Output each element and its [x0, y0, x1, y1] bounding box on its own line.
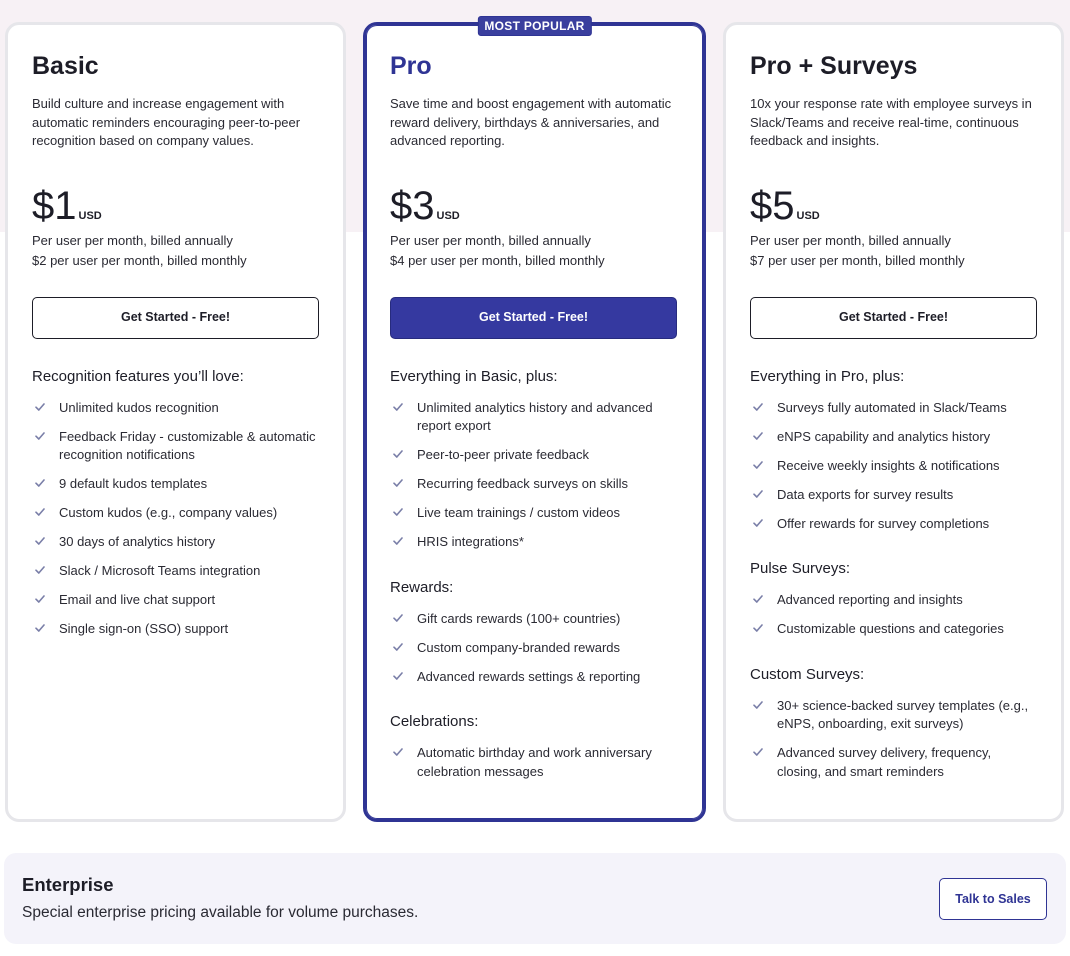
check-icon — [753, 489, 763, 499]
feature-text: Advanced rewards settings & reporting — [417, 668, 641, 684]
feature-item — [390, 639, 679, 658]
check-icon — [35, 402, 45, 412]
feature-text: Automatic birthday and work anniversary celebration messages — [417, 745, 652, 779]
billing-annual: Per user per month, billed annually — [32, 232, 233, 248]
check-icon — [393, 402, 403, 412]
feature-item — [390, 533, 679, 552]
check-icon — [393, 671, 403, 681]
feature-item — [750, 515, 1037, 534]
billing-monthly: $7 per user per month, billed monthly — [750, 252, 965, 268]
billing-annual: Per user per month, billed annually — [750, 232, 951, 248]
feature-item — [750, 697, 1037, 734]
section-title: Recognition features you’ll love: — [32, 367, 244, 385]
feature-list — [390, 399, 679, 552]
feature-text: Custom company-branded rewards — [417, 639, 621, 655]
feature-item — [32, 533, 319, 552]
feature-item — [750, 457, 1037, 476]
feature-text: Peer-to-peer private feedback — [417, 447, 589, 462]
feature-item — [32, 504, 319, 523]
feature-text: Single sign-on (SSO) support — [59, 621, 229, 636]
feature-item — [390, 475, 679, 494]
check-icon — [35, 623, 45, 633]
feature-item — [32, 620, 319, 639]
check-icon — [35, 565, 45, 575]
section-title: Celebrations: — [390, 713, 479, 730]
check-icon — [35, 594, 45, 604]
check-icon — [393, 536, 403, 546]
enterprise-description: Special enterprise pricing available for volume purchases. — [22, 904, 419, 921]
plan-card-pro-surveys — [723, 22, 1064, 822]
feature-list — [32, 399, 319, 639]
feature-text: Offer rewards for survey completions — [777, 515, 990, 531]
get-started-button[interactable]: Get Started - Free! — [32, 297, 319, 339]
billing-monthly: $2 per user per month, billed monthly — [32, 252, 247, 268]
feature-item — [32, 428, 319, 465]
feature-item — [750, 620, 1037, 639]
billing-monthly: $4 per user per month, billed monthly — [390, 252, 605, 268]
feature-text: Unlimited kudos recognition — [59, 399, 219, 415]
get-started-button[interactable]: Get Started - Free! — [750, 297, 1037, 339]
check-icon — [35, 431, 45, 441]
section-title: Custom Surveys: — [750, 665, 865, 683]
feature-text: Recurring feedback surveys on skills — [417, 476, 628, 491]
feature-text: 9 default kudos templates — [59, 476, 208, 491]
plan-card-basic — [5, 22, 346, 822]
check-icon — [393, 478, 403, 488]
plan-card-pro — [363, 19, 706, 822]
feature-item — [390, 446, 679, 465]
price: $1 — [32, 183, 77, 228]
feature-text: eNPS capability and analytics history — [777, 428, 991, 444]
check-icon — [753, 623, 763, 633]
check-icon — [753, 431, 763, 441]
feature-text: Live team trainings / custom videos — [417, 505, 621, 520]
feature-text: Surveys fully automated in Slack/Teams — [777, 399, 1007, 415]
feature-item — [390, 504, 679, 523]
feature-sections — [390, 367, 679, 782]
price: $5 — [750, 183, 795, 228]
feature-sections — [750, 367, 1037, 782]
feature-text: Advanced reporting and insights — [777, 592, 963, 607]
check-icon — [753, 747, 763, 757]
feature-item — [750, 399, 1037, 418]
feature-list — [750, 591, 1037, 639]
check-icon — [35, 536, 45, 546]
feature-item — [750, 744, 1037, 781]
feature-item — [390, 610, 679, 629]
feature-item — [390, 399, 679, 436]
feature-text: Gift cards rewards (100+ countries) — [417, 610, 621, 626]
feature-item — [750, 486, 1037, 505]
feature-item — [750, 428, 1037, 447]
plan-description: 10x your response rate with employee surveys in Slack/Teams and receive real-time, continuous feedback and insights. — [750, 96, 1032, 148]
feature-text: Slack / Microsoft Teams integration — [59, 563, 261, 578]
plan-name: Pro — [390, 52, 432, 80]
section-title: Rewards: — [390, 578, 454, 596]
enterprise-title: Enterprise — [22, 874, 114, 895]
currency: USD — [796, 209, 820, 222]
feature-item — [32, 399, 319, 418]
feature-item — [32, 475, 319, 494]
feature-item — [390, 744, 679, 781]
check-icon — [393, 642, 403, 652]
feature-item — [750, 591, 1037, 610]
feature-text: Advanced survey delivery, frequency, closing, and smart reminders — [777, 745, 992, 779]
plan-name: Pro + Surveys — [750, 52, 918, 80]
most-popular-badge: MOST POPULAR — [477, 16, 591, 36]
feature-text: Feedback Friday - customizable & automatic recognition notifications — [59, 428, 316, 462]
feature-item — [390, 668, 679, 687]
talk-to-sales-button[interactable]: Talk to Sales — [939, 878, 1047, 920]
feature-list — [750, 399, 1037, 534]
feature-list — [390, 610, 679, 687]
feature-text: Data exports for survey results — [777, 486, 954, 502]
price-row — [390, 185, 679, 227]
feature-list — [750, 697, 1037, 782]
section-title: Everything in Basic, plus: — [390, 367, 558, 385]
feature-text: Email and live chat support — [59, 592, 216, 607]
feature-text: Receive weekly insights & notifications — [777, 457, 1000, 473]
plan-description: Build culture and increase engagement with automatic reminders encouraging peer-to-peer recognition based on company values. — [32, 96, 301, 148]
check-icon — [753, 402, 763, 412]
enterprise-banner — [4, 853, 1066, 944]
price-row — [32, 185, 319, 227]
check-icon — [393, 449, 403, 459]
feature-item — [32, 591, 319, 610]
feature-list — [390, 744, 679, 781]
check-icon — [753, 594, 763, 604]
feature-sections — [32, 367, 319, 639]
feature-text: Custom kudos (e.g., company values) — [59, 505, 278, 520]
section-title: Pulse Surveys: — [750, 560, 851, 577]
check-icon — [753, 700, 763, 710]
currency: USD — [78, 209, 102, 222]
check-icon — [393, 747, 403, 757]
feature-text: Unlimited analytics history and advanced report export — [417, 399, 653, 433]
get-started-button[interactable]: Get Started - Free! — [390, 297, 677, 339]
check-icon — [753, 518, 763, 528]
check-icon — [393, 613, 403, 623]
plan-description: Save time and boost engagement with automatic reward delivery, birthdays & anniversaries, and advanced reporting. — [390, 96, 672, 148]
check-icon — [753, 460, 763, 470]
feature-text: HRIS integrations* — [417, 534, 524, 549]
feature-item — [32, 562, 319, 581]
billing-annual: Per user per month, billed annually — [390, 232, 591, 248]
feature-text: Customizable questions and categories — [777, 621, 1004, 636]
feature-text: 30+ science-backed survey templates (e.g., eNPS, onboarding, exit surveys) — [777, 697, 1029, 731]
currency: USD — [436, 209, 460, 222]
price-row — [750, 185, 1037, 227]
check-icon — [35, 507, 45, 517]
feature-text: 30 days of analytics history — [59, 534, 216, 549]
price: $3 — [390, 183, 435, 228]
check-icon — [35, 478, 45, 488]
check-icon — [393, 507, 403, 517]
section-title: Everything in Pro, plus: — [750, 367, 905, 385]
plan-name: Basic — [32, 52, 99, 80]
